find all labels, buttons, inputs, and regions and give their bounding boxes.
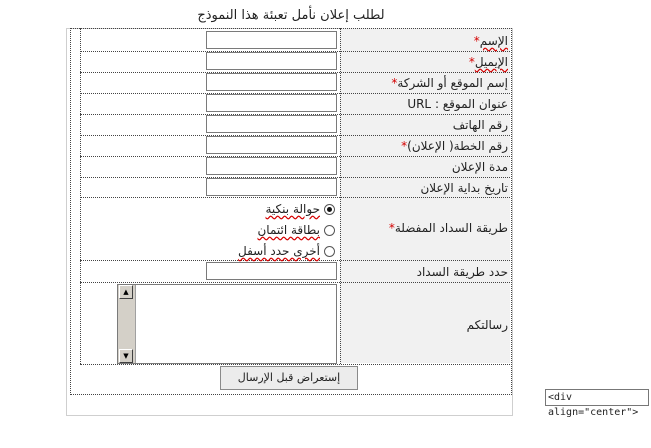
label-message: رسالتكم [466,318,508,332]
name-input[interactable] [206,31,337,49]
duration-input[interactable] [206,157,337,175]
other-payment-input[interactable] [206,262,337,280]
email-input[interactable] [206,52,337,70]
row-divider [80,282,510,283]
label-payment-method: طريقة السداد المفضلة* [388,221,508,235]
label-site-url: عنوان الموقع : URL [407,97,508,111]
scroll-down-icon[interactable]: ▼ [119,349,133,363]
column-divider [340,28,341,364]
label-duration: مدة الإعلان [451,160,508,174]
row-divider [80,364,510,365]
label-plan: رقم الخطة( الإعلان)* [401,139,508,153]
site-name-input[interactable] [206,73,337,91]
radio-credit-card[interactable]: بطاقة ائتمان [257,223,335,237]
label-start-date: تاريخ بداية الإعلان [420,181,508,195]
start-date-input[interactable] [206,178,337,196]
row-divider [80,197,510,198]
radio-bank-transfer[interactable]: حوالة بنكية [266,202,336,216]
radio-unchecked-icon[interactable] [324,246,335,257]
label-email: الإيميل* [468,55,508,69]
label-site-name: إسم الموقع أو الشركة* [391,76,508,90]
label-name: الإسم* [473,34,508,48]
row-divider [80,260,510,261]
code-hint-tooltip: <div align="center"> [545,389,649,406]
label-phone: رقم الهاتف [452,118,508,132]
site-url-input[interactable] [206,94,337,112]
form-title: لطلب إعلان نأمل تعبئة هذا النموذج [197,8,385,23]
phone-input[interactable] [206,115,337,133]
label-other-payment: حدد طريقة السداد [416,265,508,279]
plan-input[interactable] [206,136,337,154]
radio-checked-icon[interactable] [324,204,335,215]
scroll-up-icon[interactable]: ▲ [119,285,133,299]
radio-unchecked-icon[interactable] [324,225,335,236]
column-divider [80,28,81,364]
message-textarea[interactable] [117,284,337,364]
scrollbar[interactable] [118,285,136,363]
preview-submit-button[interactable]: إستعراض قبل الإرسال [220,366,358,390]
radio-other[interactable]: أخرى حدد أسفل [238,244,335,258]
